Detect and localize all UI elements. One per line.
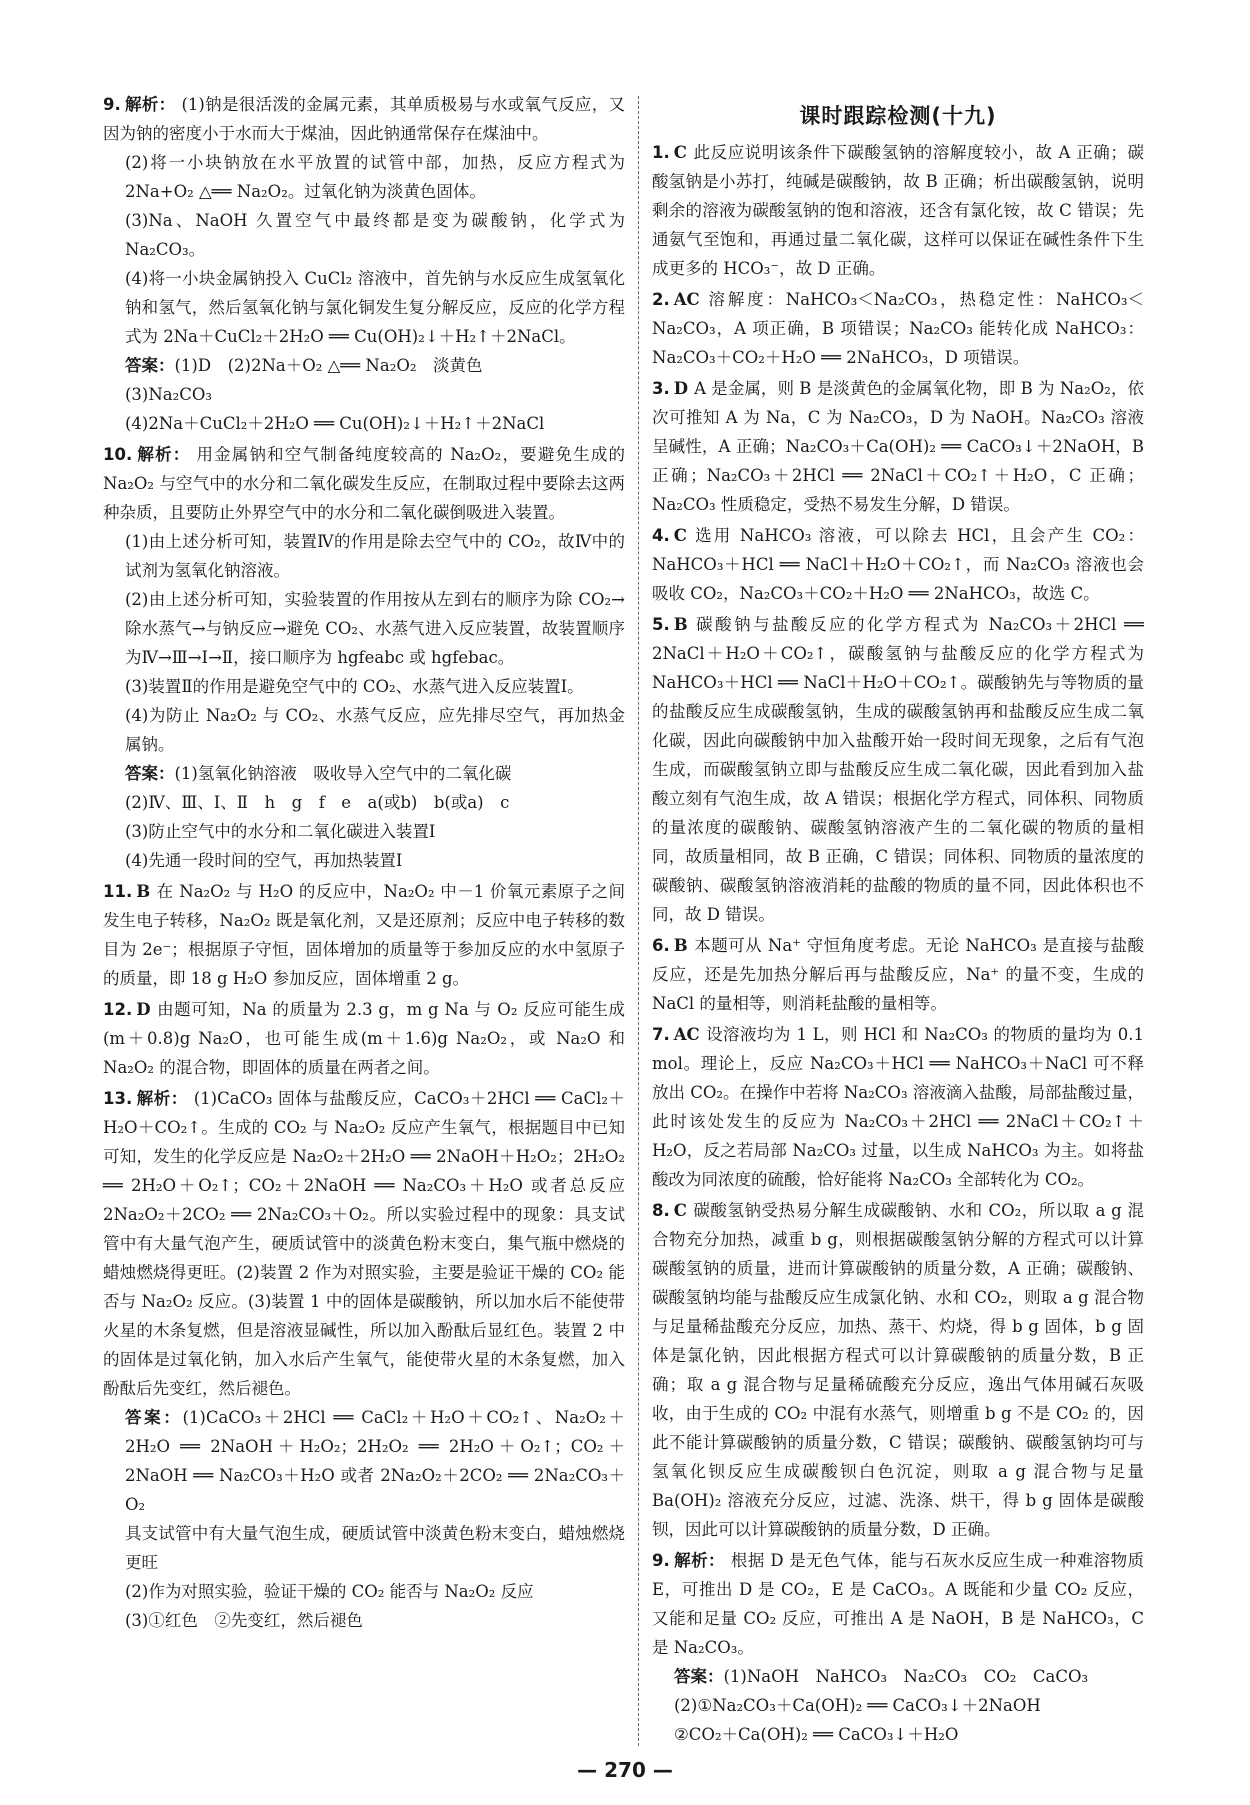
answer-item-13 xyxy=(103,1084,625,1635)
answer-text: ②CO₂＋Ca(OH)₂ ══ CaCO₃↓＋H₂O xyxy=(674,1725,959,1744)
answer-item-12 xyxy=(103,995,625,1082)
answer-choice: C xyxy=(673,143,687,162)
answer-item-9 xyxy=(103,90,625,438)
analysis-text: (4)将一小块金属钠投入 CuCl₂ 溶液中，首先钠与水反应生成氢氧化钠和氢气，然后氢氧化钠与氯化铜发生复分解反应，反应的化学方程式为 2Na＋CuCl₂＋2H₂O ══ Cu(OH)₂↓＋H₂↑＋2NaCl。 xyxy=(125,269,625,346)
answer-item-10 xyxy=(103,440,625,875)
analysis-label: 解析： xyxy=(136,1089,188,1108)
analysis-text: 碳酸氢钠受热易分解生成碳酸钠、水和 CO₂，所以取 a g 混合物充分加热，减重 b g，则根据碳酸氢钠分解的方程式可以计算碳酸氢钠的质量，进而计算碳酸钠的质量分数，A 正确；碳酸钠、碳酸氢钠均能与盐酸反应生成氯化钠、水和 CO₂，则取 a g 混合物与足量稀盐酸充分反应，加热、蒸干、灼烧，得 b g 固体，b g 固体是氯化钠，因此根据方程式可以计算碳酸钠的质量分数，B 正确；取 a g 混合物与足量稀硫酸充分反应，逸出气体用碱石灰吸收，由于生成的 CO₂ 中混有水蒸气，则增重 b g 不是 CO₂ 的，因此不能计算碳酸钠的质量分数，C 错误；碳酸钠、碳酸氢钠均可与氢氧化钡反应生成碳酸钡白色沉淀，则取 a g 混合物与足量 Ba(OH)₂ 溶液充分反应，过滤、洗涤、烘干，得 b g 固体是碳酸钡，因此可以计算碳酸钠的质量分数，D 正确。 xyxy=(652,1201,1144,1539)
answer-choice: B xyxy=(673,615,688,634)
question-number: 5. xyxy=(652,615,670,634)
left-column xyxy=(103,90,625,1637)
question-number: 3. xyxy=(652,379,670,398)
analysis-label: 解析： xyxy=(136,445,191,464)
answer-text: (1)NaOH NaHCO₃ Na₂CO₃ CO₂ CaCO₃ xyxy=(723,1667,1089,1686)
analysis-text: (1)由上述分析可知，装置Ⅳ的作用是除去空气中的 CO₂，故Ⅳ中的试剂为氢氧化钠溶液。 xyxy=(125,532,625,580)
analysis-text: (3)装置Ⅱ的作用是避免空气中的 CO₂、水蒸气进入反应装置Ⅰ。 xyxy=(125,677,584,696)
analysis-label: 解析： xyxy=(124,95,176,114)
answer-text: 具支试管中有大量气泡生成，硬质试管中淡黄色粉末变白，蜡烛燃烧更旺 xyxy=(125,1524,625,1572)
answer-text: (2)Ⅳ、Ⅲ、Ⅰ、Ⅱ h g f e a(或b) b(或a) c xyxy=(125,793,510,812)
question-number: 4. xyxy=(652,526,670,545)
question-number: 2. xyxy=(652,290,670,309)
section-title: 课时跟踪检测(十九) xyxy=(799,104,997,128)
answer-item-4 xyxy=(652,521,1144,608)
analysis-text: 碳酸钠与盐酸反应的化学方程式为 Na₂CO₃＋2HCl ══ 2NaCl＋H₂O＋CO₂↑，碳酸氢钠与盐酸反应的化学方程式为 NaHCO₃＋HCl ══ NaCl＋H₂O＋CO₂↑。碳酸钠先与等物质的量的盐酸反应生成碳酸氢钠，生成的碳酸氢钠再和盐酸反应生成二氧化碳，因此向碳酸钠中加入盐酸开始一段时间无现象，之后有气泡生成，而碳酸氢钠立即与盐酸反应生成二氧化碳，因此看到加入盐酸立刻有气泡生成，故 A 错误；根据化学方程式，同体积、同物质的量浓度的碳酸钠、碳酸氢钠溶液产生的二氧化碳的物质的量相同，故质量相同，故 B 正确，C 错误；同体积、同物质的量浓度的碳酸钠、碳酸氢钠溶液消耗的盐酸的物质的量不同，因此体积也不同，故 D 错误。 xyxy=(652,615,1144,924)
question-number: 9. xyxy=(652,1551,670,1570)
answer-choice: D xyxy=(673,379,689,398)
answer-item-5 xyxy=(652,610,1144,929)
answer-text: (3)防止空气中的水分和二氧化碳进入装置Ⅰ xyxy=(125,822,436,841)
answer-item-6 xyxy=(652,931,1144,1018)
answer-choice: D xyxy=(136,1000,151,1019)
answer-label: 答案： xyxy=(125,356,175,375)
answer-choice: C xyxy=(673,526,687,545)
analysis-text: (4)为防止 Na₂O₂ 与 CO₂、水蒸气反应，应先排尽空气，再加热金属钠。 xyxy=(125,706,625,754)
answer-item-1 xyxy=(652,138,1144,283)
analysis-text: 溶解度：NaHCO₃＜Na₂CO₃，热稳定性：NaHCO₃＜Na₂CO₃，A 项正确，B 项错误；Na₂CO₃ 能转化成 NaHCO₃：Na₂CO₃＋CO₂＋H₂O ══ 2NaHCO₃，D 项错误。 xyxy=(652,290,1144,367)
answer-label: 答案： xyxy=(125,1408,183,1427)
analysis-label: 解析： xyxy=(673,1551,725,1570)
question-number: 1. xyxy=(652,143,670,162)
answer-text: (3)①红色 ②先变红，然后褪色 xyxy=(125,1611,363,1630)
analysis-text: 设溶液均为 1 L，则 HCl 和 Na₂CO₃ 的物质的量均为 0.1 mol。理论上，反应 Na₂CO₃＋HCl ══ NaHCO₃＋NaCl 可不释放出 CO₂。在操作中若将 Na₂CO₃ 溶液滴入盐酸，局部盐酸过量，此时该处发生的反应为 Na₂CO₃＋2HCl ══ 2NaCl＋CO₂↑＋H₂O，反之若局部 Na₂CO₃ 过量，以生成 NaHCO₃ 为主。如将盐酸改为同浓度的硫酸，恰好能将 Na₂CO₃ 全部转化为 CO₂。 xyxy=(652,1025,1144,1189)
column-divider xyxy=(638,96,639,1746)
answer-choice: B xyxy=(673,936,688,955)
question-number: 12. xyxy=(103,1000,133,1019)
question-number: 8. xyxy=(652,1201,670,1220)
answer-text: (1)氢氧化钠溶液 吸收导入空气中的二氧化碳 xyxy=(174,764,512,783)
question-number: 13. xyxy=(103,1089,133,1108)
analysis-text: 在 Na₂O₂ 与 H₂O 的反应中，Na₂O₂ 中－1 价氧元素原子之间发生电子转移，Na₂O₂ 既是氧化剂，又是还原剂；反应中电子转移的数目为 2e⁻；根据原子守恒，固体增加的质量等于参加反应的水中氢原子的质量，即 18 g H₂O 参加反应，固体增重 2 g。 xyxy=(103,882,625,988)
page-number: — 270 — xyxy=(577,1758,673,1782)
analysis-text: 由题可知，Na 的质量为 2.3 g，m g Na 与 O₂ 反应可能生成(m＋0.8)g Na₂O，也可能生成(m＋1.6)g Na₂O₂，或 Na₂O 和 Na₂O₂ 的混合物，即固体的质量在两者之间。 xyxy=(103,1000,625,1077)
answer-item-3 xyxy=(652,374,1144,519)
answer-text: (4)先通一段时间的空气，再加热装置Ⅰ xyxy=(125,851,403,870)
answer-choice: C xyxy=(673,1201,687,1220)
analysis-text: (2)由上述分析可知，实验装置的作用按从左到右的顺序为除 CO₂→除水蒸气→与钠反应→避免 CO₂、水蒸气进入反应装置，故装置顺序为Ⅳ→Ⅲ→Ⅰ→Ⅱ，接口顺序为 hgfeabc 或 hgfebac。 xyxy=(125,590,625,667)
answer-choice: AC xyxy=(673,290,700,309)
analysis-text: 本题可从 Na⁺ 守恒角度考虑。无论 NaHCO₃ 是直接与盐酸反应，还是先加热分解后再与盐酸反应，Na⁺ 的量不变，生成的 NaCl 的量相等，则消耗盐酸的量相等。 xyxy=(652,936,1144,1013)
answer-text: (2)①Na₂CO₃＋Ca(OH)₂ ══ CaCO₃↓＋2NaOH xyxy=(674,1696,1041,1715)
analysis-text: (3)Na、NaOH 久置空气中最终都是变为碳酸钠，化学式为 Na₂CO₃。 xyxy=(125,211,625,259)
answer-item-8 xyxy=(652,1196,1144,1544)
question-number: 10. xyxy=(103,445,133,464)
answer-item-9-right xyxy=(652,1546,1144,1749)
question-number: 6. xyxy=(652,936,670,955)
analysis-text: 用金属钠和空气制备纯度较高的 Na₂O₂，要避免生成的 Na₂O₂ 与空气中的水分和二氧化碳发生反应，在制取过程中要除去这两种杂质，且要防止外界空气中的水分和二氧化碳倒吸进入装置。 xyxy=(103,445,626,522)
answer-text: (3)Na₂CO₃ xyxy=(125,385,213,404)
answer-text: (1)D (2)2Na＋O₂ △══ Na₂O₂ 淡黄色 xyxy=(174,356,483,375)
answer-label: 答案： xyxy=(125,764,175,783)
question-number: 9. xyxy=(103,95,121,114)
analysis-text: 此反应说明该条件下碳酸氢钠的溶解度较小，故 A 正确；碳酸氢钠是小苏打，纯碱是碳酸钠，故 B 正确；析出碳酸氢钠，说明剩余的溶液为碳酸氢钠的饱和溶液，还含有氯化铵，故 C 错误；先通氨气至饱和，再通过量二氧化碳，这样可以保证在碱性条件下生成更多的 HCO₃⁻，故 D 正确。 xyxy=(652,143,1144,278)
answer-text: (4)2Na＋CuCl₂＋2H₂O ══ Cu(OH)₂↓＋H₂↑＋2NaCl xyxy=(125,414,545,433)
question-number: 11. xyxy=(103,882,133,901)
right-column xyxy=(652,90,1144,1751)
answer-text: (1)CaCO₃＋2HCl ══ CaCl₂＋H₂O＋CO₂↑、Na₂O₂＋2H₂O ══ 2NaOH＋H₂O₂；2H₂O₂ ══ 2H₂O＋O₂↑；CO₂＋2NaOH ══ Na₂CO₃＋H₂O 或者 2Na₂O₂＋2CO₂ ══ 2Na₂CO₃＋O₂ xyxy=(125,1408,625,1514)
answer-text: (2)作为对照实验，验证干燥的 CO₂ 能否与 Na₂O₂ 反应 xyxy=(125,1582,534,1601)
analysis-text: (1)CaCO₃ 固体与盐酸反应，CaCO₃＋2HCl ══ CaCl₂＋H₂O＋CO₂↑。生成的 CO₂ 与 Na₂O₂ 反应产生氧气，根据题目中已知可知，发生的化学反应是 Na₂O₂＋2H₂O ══ 2NaOH＋H₂O₂；2H₂O₂ ══ 2H₂O＋O₂↑；CO₂＋2NaOH ══ Na₂CO₃＋H₂O 或者总反应 2Na₂O₂＋2CO₂ ══ 2Na₂CO₃＋O₂。所以实验过程中的现象：具支试管中有大量气泡产生，硬质试管中的淡黄色粉末变白，集气瓶中燃烧的蜡烛燃烧得更旺。(2)装置 2 作为对照实验，主要是验证干燥的 CO₂ 能否与 Na₂O₂ 反应。(3)装置 1 中的固体是碳酸钠，所以加水后不能使带火星的木条复燃，但是溶液显碱性，所以加入酚酞后显红色。装置 2 中的固体是过氧化钠，加入水后产生氧气，能使带火星的木条复燃，加入酚酞后先变红，然后褪色。 xyxy=(103,1089,625,1398)
answer-choice: AC xyxy=(673,1025,700,1044)
analysis-text: (1)钠是很活泼的金属元素，其单质极易与水或氧气反应，又因为钠的密度小于水而大于煤油，因此钠通常保存在煤油中。 xyxy=(103,95,626,143)
answer-label: 答案： xyxy=(674,1667,724,1686)
analysis-text: (2)将一小块钠放在水平放置的试管中部，加热，反应方程式为 2Na+O₂ △══ Na₂O₂。过氧化钠为淡黄色固体。 xyxy=(125,153,625,201)
analysis-text: 根据 D 是无色气体，能与石灰水反应生成一种难溶物质 E，可推出 D 是 CO₂，E 是 CaCO₃。A 既能和少量 CO₂ 反应，又能和足量 CO₂ 反应，可推出 A 是 NaOH，B 是 NaHCO₃，C 是 Na₂CO₃。 xyxy=(652,1551,1145,1657)
answer-choice: B xyxy=(136,882,151,901)
analysis-text: 选用 NaHCO₃ 溶液，可以除去 HCl，且会产生 CO₂：NaHCO₃＋HCl ══ NaCl＋H₂O＋CO₂↑，而 Na₂CO₃ 溶液也会吸收 CO₂，Na₂CO₃＋CO₂＋H₂O ══ 2NaHCO₃，故选 C。 xyxy=(652,526,1144,603)
question-number: 7. xyxy=(652,1025,670,1044)
analysis-text: A 是金属，则 B 是淡黄色的金属氧化物，即 B 为 Na₂O₂，依次可推知 A 为 Na，C 为 Na₂CO₃，D 为 NaOH。Na₂CO₃ 溶液呈碱性，A 正确；Na₂CO₃＋Ca(OH)₂ ══ CaCO₃↓＋2NaOH，B 正确；Na₂CO₃＋2HCl ══ 2NaCl＋CO₂↑＋H₂O，C 正确；Na₂CO₃ 性质稳定，受热不易发生分解，D 错误。 xyxy=(652,379,1144,514)
answer-item-2 xyxy=(652,285,1144,372)
answer-item-11 xyxy=(103,877,625,993)
answer-item-7 xyxy=(652,1020,1144,1194)
